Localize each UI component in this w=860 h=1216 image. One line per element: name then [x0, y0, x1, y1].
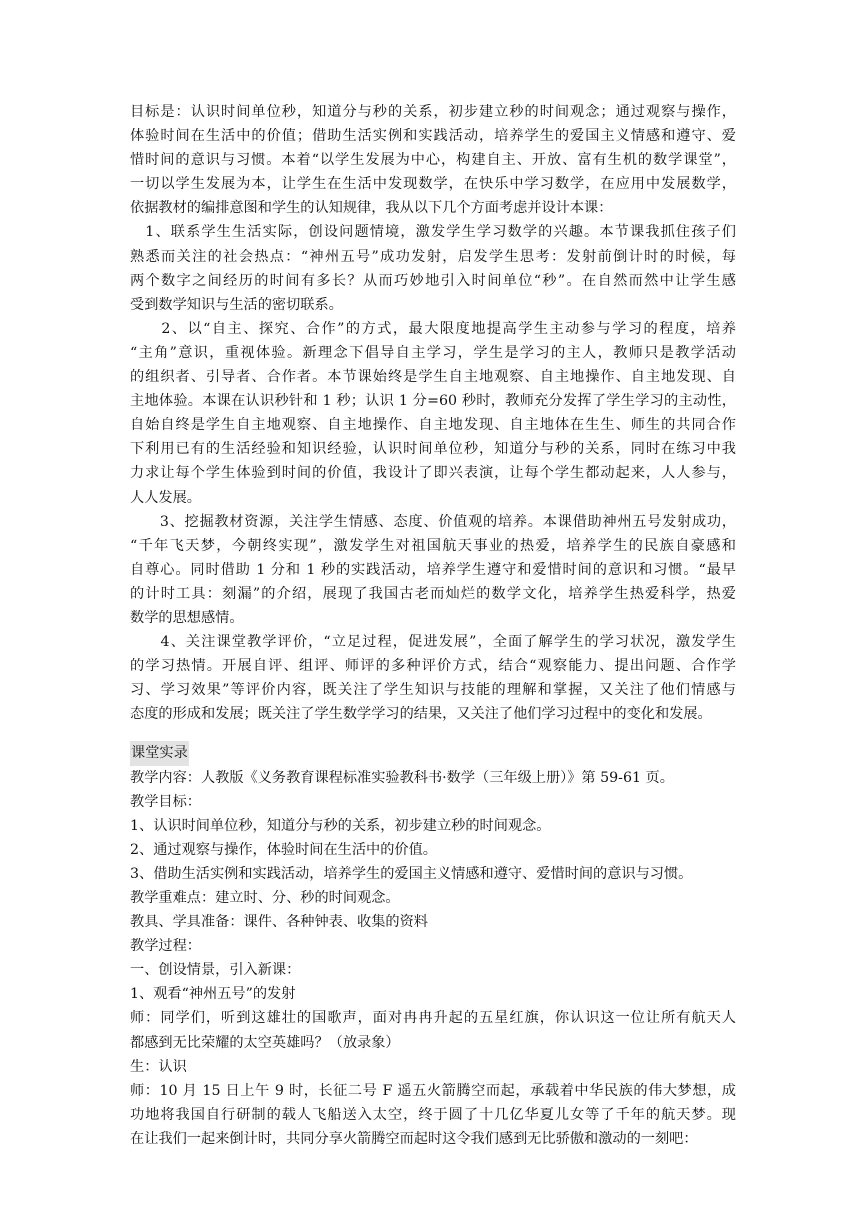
text-line: 体验时间在生活中的价值；借助生活实例和实践活动，培养学生的爱国主义情感和遵守、爱: [130, 128, 736, 145]
text-line: 一切以学生发展为本，让学生在生活中发现数学，在快乐中学习数学，在应用中发展数学，: [130, 176, 736, 193]
text-line: 数学的思想感情。: [130, 609, 244, 626]
text-line: 态度的形成和发展；既关注了学生数学学习的结果，又关注了他们学习过程中的变化和发展。: [130, 706, 712, 723]
section-heading-line: [130, 741, 736, 765]
paragraph: [130, 814, 736, 838]
text-line: 在让我们一起来倒计时，共同分享火箭腾空而起时这令我们感到无比骄傲和激动的一刻吧：: [130, 1130, 698, 1147]
paragraph: [130, 1055, 736, 1079]
text-line: 自尊心。同时借助 1 分和 1 秒的实践活动，培养学生遵守和爱惜时间的意识和习惯。“最早: [130, 561, 736, 578]
paragraph: [130, 934, 736, 958]
text-line: 两个数字之间经历的时间有多长？从而巧妙地引入时间单位“秒”。在自然而然中让学生感: [130, 272, 736, 289]
paragraph: [130, 910, 736, 934]
paragraph: [130, 862, 736, 886]
paragraph: [130, 982, 736, 1006]
paragraph: [130, 790, 736, 814]
paragraph: [130, 766, 736, 790]
section-gap: [130, 726, 736, 741]
text-line: 1、观看“神州五号”的发射: [130, 986, 296, 1003]
text-line: 的组织者、引导者、合作者。本节课始终是学生自主地观察、自主地操作、自主地发现、自: [130, 369, 736, 386]
text-line: 1、联系学生生活实际，创设问题情境，激发学生学习数学的兴趣。本节课我抓住孩子们: [130, 224, 736, 241]
text-line: 下利用已有的生活经验和知识经验，认识时间单位秒，知道分与秒的关系，同时在练习中我: [130, 441, 736, 458]
text-line: 3、挖掘教材资源，关注学生情感、态度、价值观的培养。本课借助神州五号发射成功，: [130, 513, 736, 530]
classroom-record-section: [130, 766, 736, 1152]
text-line: 力求让每个学生体验到时间的价值，我设计了即兴表演，让每个学生都动起来，人人参与，: [130, 465, 736, 482]
text-line: “主角”意识，重视体验。新理念下倡导自主学习，学生是学习的主人，教师只是教学活动: [130, 344, 736, 361]
text-line: 1、认识时间单位秒，知道分与秒的关系，初步建立秒的时间观念。: [130, 817, 551, 834]
text-line: 惜时间的意识与习惯。本着“以学生发展为中心，构建自主、开放、富有生机的数学课堂”，: [130, 152, 736, 169]
paragraph: [130, 100, 736, 220]
paragraph: [130, 317, 736, 510]
section-heading: 课堂实录: [130, 741, 189, 765]
text-line: 3、借助生活实例和实践活动，培养学生的爱国主义情感和遵守、爱惜时间的意识与习惯。: [130, 865, 693, 882]
text-line: 教学过程：: [130, 938, 201, 955]
text-line: 师：同学们，听到这雄壮的国歌声，面对冉冉升起的五星红旗，你认识这一位让所有航天人: [130, 1010, 736, 1027]
text-line: 受到数学知识与生活的密切联系。: [130, 296, 343, 313]
text-line: 目标是：认识时间单位秒，知道分与秒的关系，初步建立秒的时间观念；通过观察与操作，: [130, 104, 736, 120]
text-line: 主地体验。本课在认识秒针和 1 秒；认识 1 分=60 秒时，教师充分发挥了学生学习的主动性，: [130, 393, 736, 410]
paragraph: [130, 958, 736, 982]
text-line: 都感到无比荣耀的太空英雄吗？（放录象）: [130, 1034, 400, 1051]
paragraph: [130, 630, 736, 726]
text-line: 教具、学具准备：课件、各种钟表、收集的资料: [130, 914, 428, 931]
paragraph: [130, 220, 736, 316]
text-line: 教学内容：人教版《义务教育课程标准实验教科书·数学（三年级上册）》第 59-61 页。: [130, 769, 674, 786]
text-line: 熟悉而关注的社会热点：“神州五号”成功发射，启发学生思考：发射前倒计时的时候，每: [130, 248, 736, 265]
paragraph: [130, 1006, 736, 1054]
intro-section: [130, 100, 736, 726]
text-line: 师：10 月 15 日上午 9 时，长征二号 F 遥五火箭腾空而起，承载着中华民族的伟大梦想，成: [130, 1082, 736, 1099]
text-line: 依据教材的编排意图和学生的认知规律，我从以下几个方面考虑并设计本课：: [130, 200, 613, 217]
paragraph: [130, 510, 736, 630]
paragraph: [130, 1079, 736, 1151]
text-line: 2、以“自主、探究、合作”的方式，最大限度地提高学生主动参与学习的程度，培养: [130, 320, 736, 337]
text-line: 教学重难点：建立时、分、秒的时间观念。: [130, 890, 400, 906]
text-line: 的学习热情。开展自评、组评、师评的多种评价方式，结合“观察能力、提出问题、合作学: [130, 658, 736, 675]
text-line: 4、关注课堂教学评价，“立足过程，促进发展”，全面了解学生的学习状况，激发学生: [130, 634, 736, 651]
text-line: 自始自终是学生自主地观察、自主地操作、自主地发现、自主地体在生生、师生的共同合作: [130, 417, 736, 434]
text-line: 的计时工具：刻漏”的介绍，展现了我国古老而灿烂的数学文化，培养学生热爱科学，热爱: [130, 585, 736, 602]
text-line: “千年飞天梦，今朝终实现”，激发学生对祖国航天事业的热爱，培养学生的民族自豪感和: [130, 537, 736, 554]
paragraph: [130, 886, 736, 910]
document-page: [130, 100, 736, 1151]
text-line: 人人发展。: [130, 489, 201, 506]
text-line: 一、创设情景，引入新课：: [130, 962, 301, 979]
text-line: 功地将我国自行研制的载人飞船送入太空，终于圆了十几亿华夏儿女等了千年的航天梦。现: [130, 1106, 736, 1123]
paragraph: [130, 838, 736, 862]
text-line: 2、通过观察与操作，体验时间在生活中的价值。: [130, 841, 437, 858]
text-line: 习、学习效果”等评价内容，既关注了学生知识与技能的理解和掌握，又关注了他们情感与: [130, 682, 736, 699]
text-line: 生：认识: [130, 1058, 187, 1075]
text-line: 教学目标：: [130, 793, 201, 810]
